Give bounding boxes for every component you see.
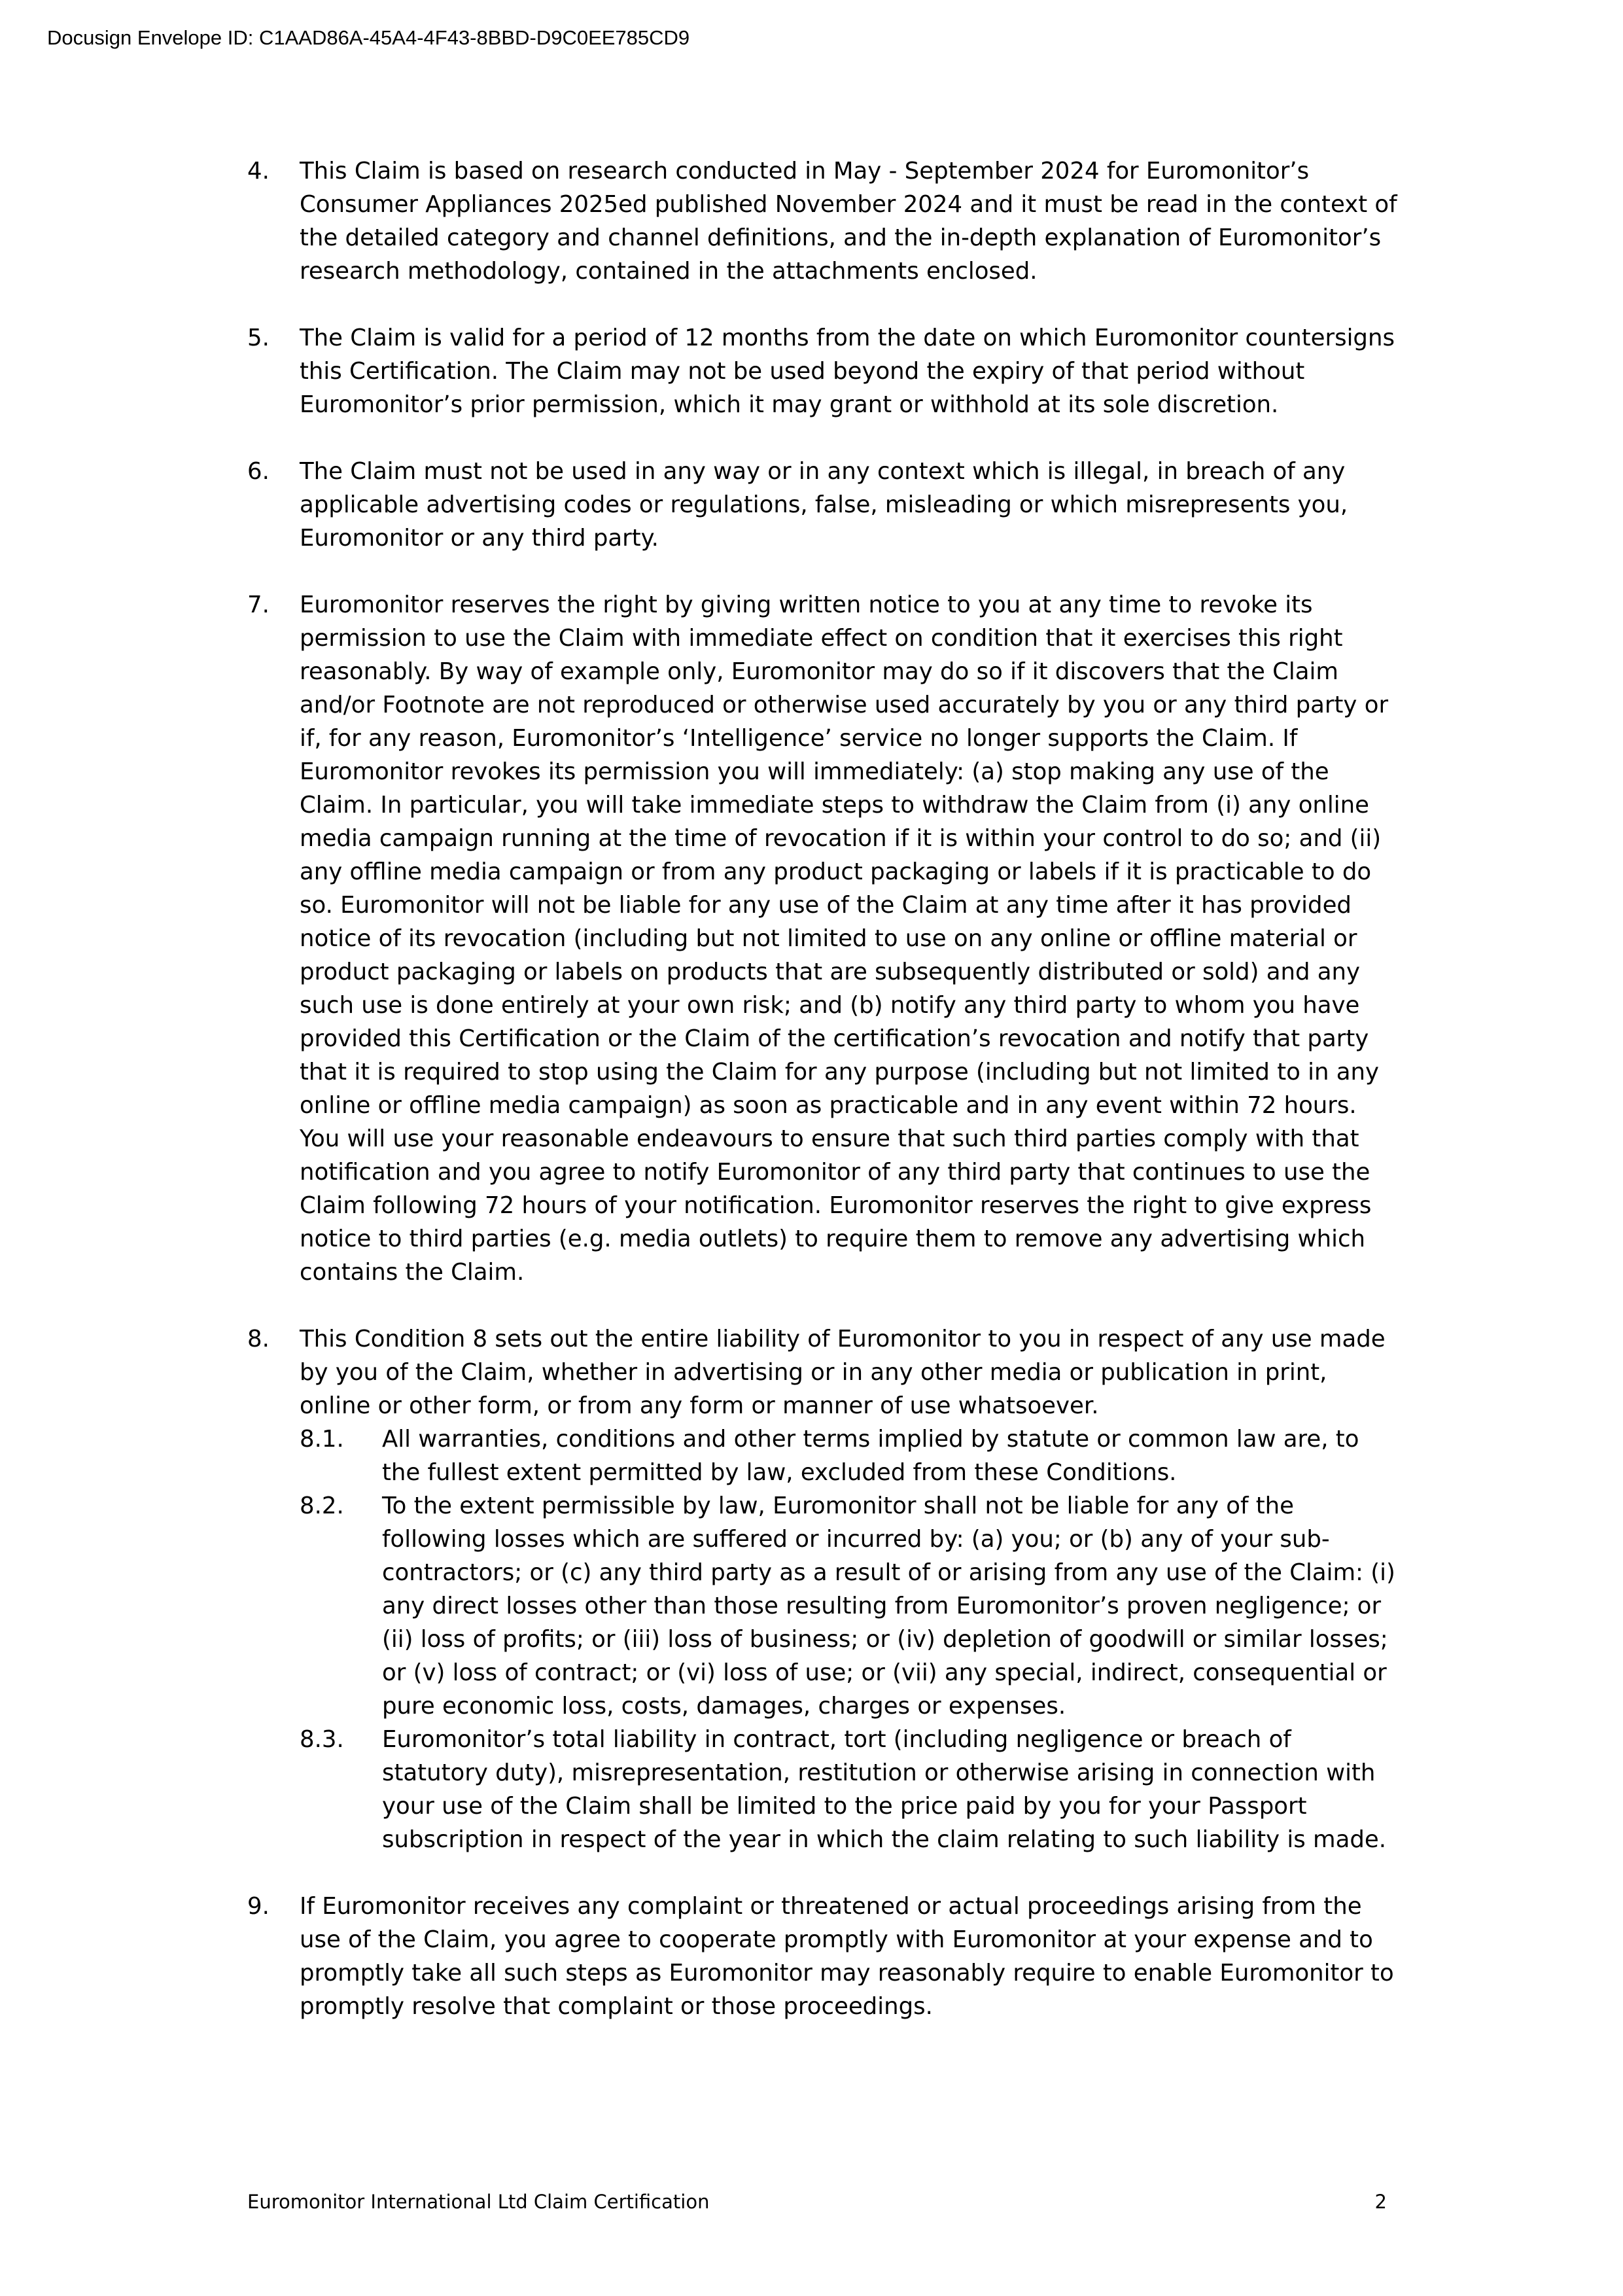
subclause-number: 8.3. [300, 1726, 344, 1753]
subclause-text: All warranties, conditions and other terms implied by statute or common law are, to the fullest extent permitted by law, excluded from these Conditions. [382, 1426, 1359, 1486]
clause-number: 5. [247, 325, 270, 351]
document-body [247, 154, 1399, 2057]
clause-5 [247, 321, 1399, 421]
subclause-number: 8.1. [300, 1426, 344, 1453]
subclause-8-2 [300, 1489, 1399, 1723]
clause-4 [247, 154, 1399, 288]
clause-7 [247, 588, 1399, 1289]
clause-text: The Claim must not be used in any way or in any context which is illegal, in breach of any applicable advertising codes or regulations, false, misleading or which misrepresents you, Euromonitor or any third party. [300, 458, 1348, 552]
clause-number: 7. [247, 592, 270, 618]
clause-text: The Claim is valid for a period of 12 months from the date on which Euromonitor countersigns this Certification. The Claim may not be used beyond the expiry of that period without Euromonitor’s prior permission, which it may grant or withhold at its sole discretion. [300, 325, 1395, 418]
clause-6 [247, 455, 1399, 555]
clause-text: Euromonitor reserves the right by giving written notice to you at any time to revoke its permission to use the Claim with immediate effect on condition that it exercises this right reasonably. By way of example only, Euromonitor may do so if it discovers that the Claim and/or Footnote are not reproduced or otherwise used accurately by you or any third party or if, for any reason, Euromonitor’s ‘Intelligence’ service no longer supports the Claim. If Euromonitor revokes its permission you will immediately: (a) stop making any use of the Claim. In particular, you will take immediate steps to withdraw the Claim from (i) any online media campaign running at the time of revocation if it is within your control to do so; and (ii) any offline media campaign or from any product packaging or labels if it is practicable to do so. Euromonitor will not be liable for any use of the Claim at any time after it has provided notice of its revocation (including but not limited to use on any online or offline material or product packaging or labels on products that are subsequently distributed or sold) and any such use is done entirely at your own risk; and (b) notify any third party to whom you have provided this Certification or the Claim of the certification’s revocation and notify that party that it is required to stop using the Claim for any purpose (including but not limited to in any online or offline media campaign) as soon as practicable and in any event within 72 hours. You will use your reasonable endeavours to ensure that such third parties comply with that notification and you agree to notify Euromonitor of any third party that continues to use the Claim following 72 hours of your notification. Euromonitor reserves the right to give express notice to third parties (e.g. media outlets) to require them to remove any advertising which contains the Claim. [300, 592, 1389, 1286]
clause-8 [247, 1322, 1399, 1856]
clause-number: 9. [247, 1893, 270, 1920]
clause-text: If Euromonitor receives any complaint or threatened or actual proceedings arising from the use of the Claim, you agree to cooperate promptly with Euromonitor at your expense and to promptly take all such steps as Euromonitor may reasonably require to enable Euromonitor to promptly resolve that complaint or those proceedings. [300, 1893, 1394, 2020]
subclause-text: Euromonitor’s total liability in contract, tort (including negligence or breach of statutory duty), misrepresentation, restitution or otherwise arising in connection with your use of the Claim shall be limited to the price paid by you for your Passport subscription in respect of the year in which the claim relating to such liability is made. [382, 1726, 1387, 1853]
subclause-8-1 [300, 1422, 1399, 1489]
clause-text: This Condition 8 sets out the entire liability of Euromonitor to you in respect of any use made by you of the Claim, whether in advertising or in any other media or publication in print, online or other form, or from any form or manner of use whatsoever. [300, 1326, 1386, 1419]
docusign-envelope-id: Docusign Envelope ID: C1AAD86A-45A4-4F43-8BBD-D9C0EE785CD9 [47, 26, 690, 49]
clause-number: 8. [247, 1326, 270, 1352]
clause-number: 6. [247, 458, 270, 485]
footer-document-title: Euromonitor International Ltd Claim Certification [247, 2191, 710, 2213]
clause-text: This Claim is based on research conducted in May - September 2024 for Euromonitor’s Consumer Appliances 2025ed published November 2024 and it must be read in the context of the detailed category and channel definitions, and the in-depth explanation of Euromonitor’s research methodology, contained in the attachments enclosed. [300, 158, 1397, 285]
clause-number: 4. [247, 158, 270, 185]
clause-9 [247, 1890, 1399, 2023]
subclause-number: 8.2. [300, 1492, 344, 1519]
subclause-text: To the extent permissible by law, Euromonitor shall not be liable for any of the following losses which are suffered or incurred by: (a) you; or (b) any of your sub-contractors; or (c) any third party as a result of or arising from any use of the Claim: (i) any direct losses other than those resulting from Euromonitor’s proven negligence; or (ii) loss of profits; or (iii) loss of business; or (iv) depletion of goodwill or similar losses; or (v) loss of contract; or (vi) loss of use; or (vii) any special, indirect, consequential or pure economic loss, costs, damages, charges or expenses. [382, 1492, 1395, 1720]
footer-page-number: 2 [1374, 2191, 1387, 2213]
subclause-8-3 [300, 1723, 1399, 1856]
